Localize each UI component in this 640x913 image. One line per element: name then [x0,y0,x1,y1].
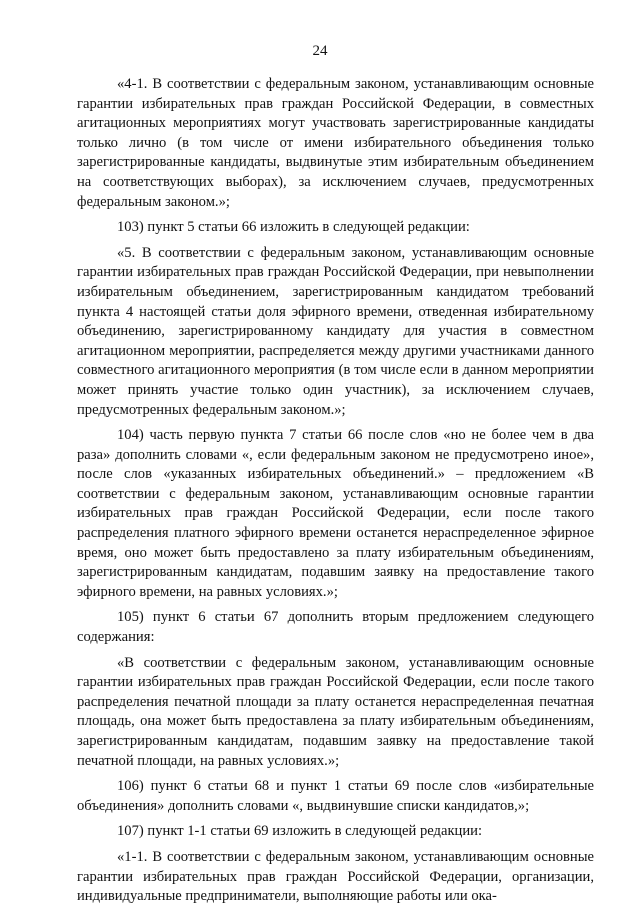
paragraph-4-1-quote: «4-1. В соответствии с федеральным законом, устанавливающим основные гарантии избирательных прав граждан Российской Федерации, в совместных агитационных мероприятиях могут участвовать зарегистрированные кандидаты только лично (в том числе от имени избирательного объединения только зарегистрированные кандидаты, выдвинутые этим избирательным объединением на соответствующих выборах), за исключением случаев, предусмотренных федеральным законом.»; [77,76,594,210]
page-number: 24 [312,43,328,59]
paragraph-item-107: 107) пункт 1-1 статьи 69 изложить в следующей редакции: [117,823,483,840]
paragraph-1-1-quote: «1-1. В соответствии с федеральным законом, устанавливающим основные гарантии избирательных прав граждан Российской Федерации, организации, индивидуальные предприниматели, выполняющие работы или ока- [77,848,594,905]
paragraph-item-104: 104) часть первую пункта 7 статьи 66 после слов «но не более чем в два раза» дополнить словами «, если федеральным законом не предусмотрено иное», после слов «указанных избирательных объединений.» – предложением «В соответствии с федеральным законом, устанавливающим основные гарантии избирательных прав граждан Российской Федерации, если после такого распределения платного эфирного времени останется нераспределенное эфирное время, оно может быть предоставлено за плату избирательным объединениям, зарегистрированным кандидатам, подавшим заявку на предоставление такого эфирного времени, на равных условиях.»; [77,427,594,600]
paragraph-item-103: 103) пункт 5 статьи 66 изложить в следующей редакции: [117,219,470,236]
paragraph-item-106: 106) пункт 6 статьи 68 и пункт 1 статьи 69 после слов «избирательные объединения» дополнить словами «, выдвинувшие списки кандидатов,»; [77,778,594,814]
paragraph-5-quote: «5. В соответствии с федеральным законом, устанавливающим основные гарантии избирательных прав граждан Российской Федерации, при невыполнении избирательным объединением, зарегистрированным кандидатом требований пункта 4 настоящей статьи доля эфирного времени, отведенная избирательному объединению, зарегистрированному кандидату для участия в совместном агитационном мероприятии, распределяется между другими участниками данного совместного агитационного мероприятия (в том числе если в данном мероприятии может принять участие только один участник), за исключением случаев, предусмотренных федеральным законом.»; [77,244,594,418]
document-body [77,75,594,913]
paragraph-item-105: 105) пункт 6 статьи 67 дополнить вторым предложением следующего содержания: [77,609,594,646]
paragraph-105-quote: «В соответствии с федеральным законом, устанавливающим основные гарантии избирательных прав граждан Российской Федерации, если после такого распределения печатной площади за плату останется нераспределенная печатная площадь, она может быть предоставлена за плату избирательным объединениям, зарегистрированным кандидатам, подавшим заявку на предоставление такой печатной площади, на равных условиях.»; [77,654,594,769]
